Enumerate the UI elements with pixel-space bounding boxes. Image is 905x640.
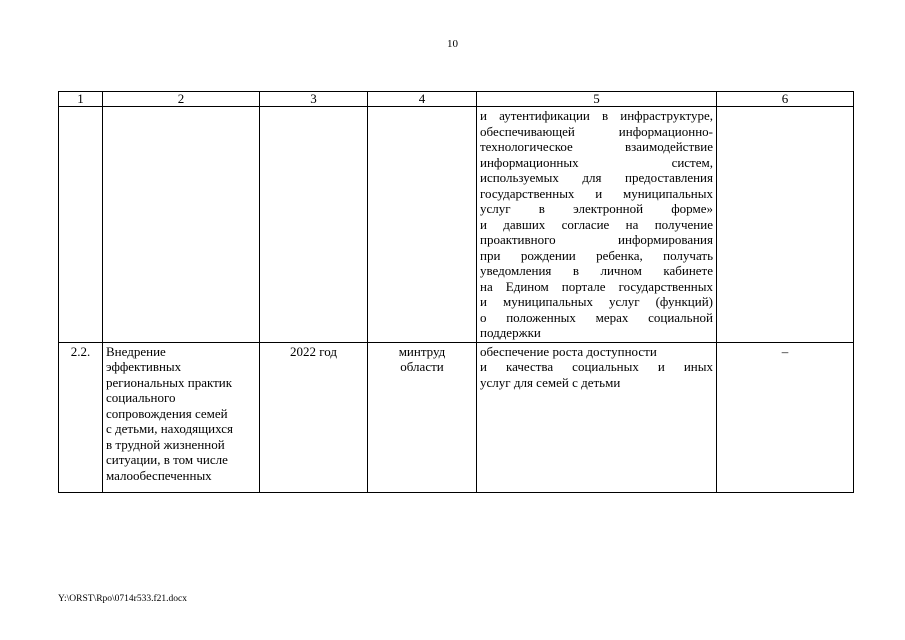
table-header-row: [59, 92, 854, 107]
measure-name-line: региональных практик: [106, 374, 233, 390]
table-row-continuation: [59, 107, 854, 343]
result-line: проактивного информирования: [480, 232, 713, 247]
result-line: о положенных мерах социальной: [480, 309, 713, 325]
result-line: и муниципальных услуг (функций): [480, 294, 713, 309]
measures-table: [58, 91, 854, 493]
result-line: и качества социальных и иных: [480, 359, 713, 374]
measure-name-line: в трудной жизненной: [106, 436, 225, 452]
continuation-cell-result: [477, 107, 717, 343]
measure-result: [477, 342, 717, 492]
measure-year: 2022 год: [260, 342, 368, 492]
header-cell-5: 5: [477, 92, 717, 107]
continuation-cell-executor: [368, 107, 477, 343]
result-line: обеспечивающей информационно-: [480, 123, 713, 139]
measure-executor: [368, 342, 477, 492]
result-line: и аутентификации в инфраструктуре,: [480, 108, 713, 123]
measure-note: –: [717, 342, 854, 492]
continuation-cell-number: [59, 107, 103, 343]
page-number: 10: [447, 38, 458, 50]
executor-line: области: [400, 359, 444, 374]
result-line: информационных систем,: [480, 154, 713, 170]
result-line: используемых для предоставления: [480, 170, 713, 185]
result-line: на Едином портале государственных: [480, 278, 713, 294]
measure-name-line: малообеспеченных: [106, 467, 212, 483]
header-cell-3: 3: [260, 92, 368, 107]
continuation-cell-year: [260, 107, 368, 343]
measure-name-line: сопровождения семей: [106, 405, 228, 421]
result-line: услуг для семей с детьми: [480, 374, 621, 390]
measure-name-line: с детьми, находящихся: [106, 421, 233, 436]
result-line: услуг в электронной форме»: [480, 201, 713, 216]
result-line: обеспечение роста доступности: [480, 343, 657, 359]
result-line: поддержки: [480, 325, 541, 340]
header-cell-2: 2: [103, 92, 260, 107]
header-cell-4: 4: [368, 92, 477, 107]
result-line: при рождении ребенка, получать: [480, 247, 713, 263]
result-line: технологическое взаимодействие: [480, 139, 713, 154]
continuation-cell-name: [103, 107, 260, 343]
measure-name-line: эффективных: [106, 359, 182, 374]
row-number: 2.2.: [59, 342, 103, 492]
footer-file-path: Y:\ORST\Rpo\0714r533.f21.docx: [58, 594, 187, 604]
result-line: и давших согласие на получение: [480, 216, 713, 232]
measure-name-line: Внедрение: [106, 343, 166, 359]
measure-name-line: социального: [106, 390, 176, 405]
executor-line: минтруд: [398, 343, 446, 359]
result-line: государственных и муниципальных: [480, 185, 713, 201]
header-cell-6: 6: [717, 92, 854, 107]
table-row-2-2: [59, 342, 854, 492]
header-cell-1: 1: [59, 92, 103, 107]
continuation-cell-note: [717, 107, 854, 343]
measure-name-line: ситуации, в том числе: [106, 452, 228, 467]
measure-name: [103, 342, 260, 492]
result-line: уведомления в личном кабинете: [480, 263, 713, 278]
